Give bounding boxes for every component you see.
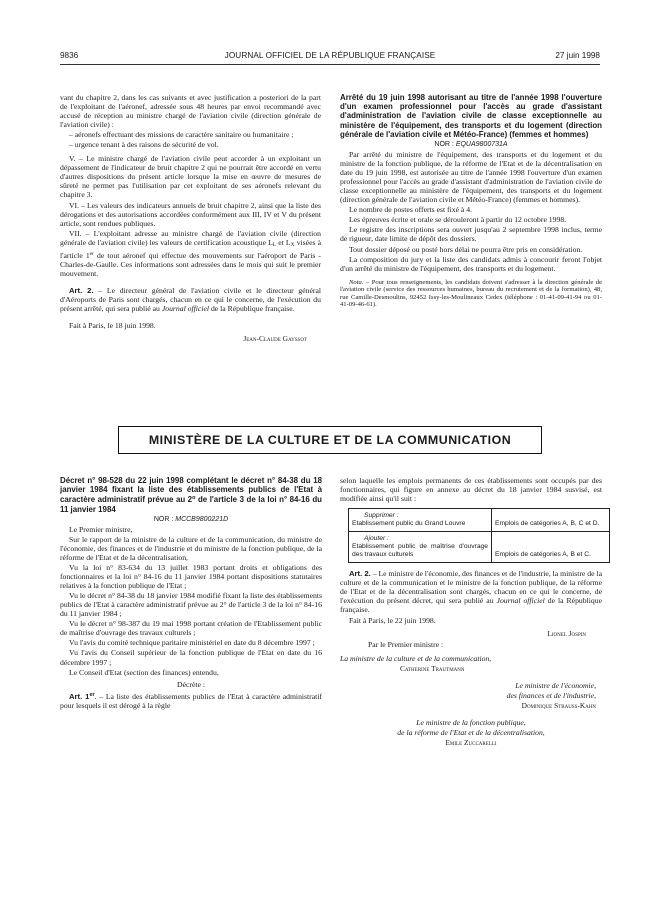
paragraph: Le registre des inscriptions sera ouvert jusqu'au 2 septembre 1998 inclus, terme de rigueur, date limite de dépôt des dossiers. [340, 225, 602, 244]
table-cell-text: Emplois de catégories A, B et C. [495, 551, 591, 559]
fait-a-paris: Fait à Paris, le 22 juin 1998. [349, 616, 436, 626]
table-cell [492, 532, 610, 563]
table-cell-text: Etablissement public du Grand Louvre [352, 520, 466, 528]
paragraph: selon laquelle les emplois permanents de ces établissements sont occupés par des fonctionnaires, qui figure en annexe au décret du 18 janvier 1984 susvisé, est modifiée ainsi qu'il suit : [340, 476, 602, 504]
bullet: – urgence tenant à des raisons de sécurité de vol. [69, 140, 219, 150]
par-le-premier-ministre: Par le Premier ministre : [368, 640, 444, 650]
top-left-column [60, 93, 321, 344]
paragraph: Vu la loi n° 83-634 du 13 juillet 1983 portant droits et obligations des fonctionnaires et la loi n° 84-16 du 11 janvier 1984 portant dispositions statutaires relatives à la fonction publique de l'Etat ; [60, 563, 322, 591]
paragraph: Le nombre de postes offerts est fixé à 4. [349, 205, 473, 215]
paragraph: Vu le décret n° 98-387 du 19 mai 1998 portant création de l'Etablissement public de maîtrise d'ouvrage des travaux culturels ; [60, 619, 322, 638]
ministry-banner [118, 426, 542, 454]
top-right-column [340, 93, 602, 310]
fait-a-paris: Fait à Paris, le 18 juin 1998. [69, 321, 156, 331]
table-cell-text: Emplois de catégories A, B, C et D. [495, 520, 600, 528]
paragraph: vant du chapitre 2, dans les cas suivants et avec justification a posteriori de la part de l'exploitant de l'aéronef, adressée sous 48 heures par envoi recommandé avec accusé de réception au ministre chargé de l'aviation civile (direction générale de l'aviation civile) : [60, 93, 321, 130]
nota: Nota. – Pour tous renseignements, les candidats doivent s'adresser à la direction générale de l'aviation civile (service des ressources humaines, bureau du recrutement et de la formation), 48, rue Camille-Desmoulins, 92452 Issy-les-Moulineaux Cedex (téléphone : 01-41-09-41-94 ou 01-41-09-46-61). [340, 278, 602, 309]
paragraph: Le Premier ministre, [69, 524, 133, 534]
signature-jospin: Lionel Jospin [547, 629, 586, 639]
table-cell [349, 532, 492, 563]
article-1: Art. 1er. – La liste des établissements publics de l'Etat à caractère administratif pour lesquels il est dérogé à la règle [60, 691, 322, 710]
header-rule [60, 64, 600, 65]
ministry-title: MINISTÈRE DE LA CULTURE ET DE LA COMMUNICATION [148, 433, 512, 447]
table-cell [492, 509, 610, 532]
article-2: Art. 2. – Le ministre de l'économie, des finances et de l'industrie, la ministre de la culture et de la communication et le ministre de la fonction publique, de la réforme de l'Etat et de la décentralisation sont chargés, chacun en ce qui le concerne, de l'exécution du présent décret, qui sera publié au Journal officiel de la République française. [340, 569, 602, 615]
decrete: Décrète : [177, 679, 205, 689]
nor-reference: NOR : MCCB9800221D [153, 515, 229, 523]
paragraph: Par arrêté du ministre de l'équipement, des transports et du logement et du ministre de la fonction publique, de la réforme de l'Etat et de la décentralisation en date du 19 juin 1998, est autorisée au titre de l'année 1998 l'ouverture d'un examen professionnel pour l'accès au grade d'assistant d'administration de l'aviation civile de classe exceptionnelle au ministère de l'équipement, des transports et du logement (direction générale de l'aviation civile et Météo-France) (femmes et hommes). [340, 150, 602, 205]
paragraph: Le Conseil d'Etat (section des finances) entendu, [69, 667, 219, 677]
table-row-head: Supprimer : [364, 512, 399, 520]
annex-table [348, 508, 610, 563]
bottom-right-column [340, 476, 602, 748]
nor-reference: NOR : EQUA9800731A [434, 141, 508, 149]
paragraph: Vu l'avis du comité technique paritaire ministériel en date du 8 décembre 1997 ; [69, 638, 315, 648]
minister-title: Le ministre de la fonction publique, [416, 717, 526, 727]
paragraph: La composition du jury et la liste des candidats admis à concourir feront l'objet d'un arrêté du ministre de l'équipement, des transports et du logement. [340, 254, 602, 273]
minister-title: des finances et de l'industrie, [506, 690, 596, 700]
paragraph: VII. – L'exploitant adresse au ministre chargé de l'aviation civile (direction générale de l'aviation civile) les valeurs de certification acoustique LL et LX visées à l'article 1er de tout aéronef qui effectue des mouvements sur l'aéroport de Paris - Charles-de-Gaulle. Ces informations sont adressées dans le mois qui suit le premier mouvement. [60, 228, 322, 278]
article-2: Art. 2. – Le directeur général de l'aviation civile et le directeur général d'Aéroports de Paris sont chargés, chacun en ce qui le concerne, de l'exécution du présent arrêté, qui sera publié au Journal officiel de la République française. [60, 285, 321, 313]
signature-trautmann: Catherine Trautmann [400, 663, 465, 673]
minister-title: Le ministre de l'économie, [515, 680, 596, 690]
table-row [349, 532, 610, 563]
paragraph: V. – Le ministre chargé de l'aviation civile peut accorder à un exploitant un dépassement de l'indicateur de bruit chapitre 2 qui ne pourrait être accordé en vertu d'autres dispositions du présent article lorsque la mise en œuvre de mesures de sûreté ne permet pas l'utilisation par cet exploitant de ses aéronefs relevant du chapitre 3. [60, 154, 321, 200]
signature-zuccarelli: Emile Zuccarelli [445, 737, 497, 747]
paragraph: VI. – Les valeurs des indicateurs annuels de bruit chapitre 2, ainsi que la liste des dérogations et des autorisations accordées conformément aux III, IV et V du présent article, sont rendues publiques. [60, 200, 321, 228]
signature-strauss-kahn: Dominique Strauss-Kahn [521, 700, 596, 710]
journal-title: JOURNAL OFFICIEL DE LA RÉPUBLIQUE FRANÇAISE [224, 51, 436, 60]
paragraph: Vu le décret n° 84-38 du 18 janvier 1984 modifié fixant la liste des établissements publics de l'Etat à caractère administratif prévue au 2° de l'article 3 de la loi n° 84-16 du 11 janvier 1984 ; [60, 591, 322, 619]
minister-title: de la réforme de l'Etat et de la décentralisation, [397, 727, 545, 737]
table-row [349, 509, 610, 532]
paragraph: Vu l'avis du Conseil supérieur de la fonction publique de l'Etat en date du 16 décembre 1997 ; [60, 648, 322, 667]
paragraph: Tout dossier déposé ou posté hors délai ne pourra être pris en considération. [349, 244, 583, 254]
page-header [60, 51, 600, 63]
page-number: 9836 [60, 51, 79, 60]
paragraph: Sur le rapport de la ministre de la culture et de la communication, du ministre de l'économie, des finances et de l'industrie et du ministre de la fonction publique, de la réforme de l'Etat et de la décentralisation, [60, 534, 322, 562]
table-cell-text: Etablissement public de maîtrise d'ouvrage des travaux culturels [352, 543, 488, 559]
paragraph: Les épreuves écrite et orale se dérouleront à partir du 12 octobre 1998. [349, 215, 567, 225]
minister-title: La ministre de la culture et de la communication, [340, 653, 492, 663]
table-cell [349, 509, 492, 532]
table-row-head: Ajouter : [364, 535, 389, 543]
signature-gayssot: Jean-Claude Gayssot [243, 334, 307, 344]
arrete-title: Arrêté du 19 juin 1998 autorisant au titre de l'année 1998 l'ouverture d'un examen professionnel pour l'accès au grade d'assistant d'administration de l'aviation civile de classe exceptionnelle au ministère de l'équipement, des transports et du logement (direction générale de l'aviation civile et Météo-France) (femmes et hommes) [340, 93, 602, 139]
decret-title: Décret n° 98-528 du 22 juin 1998 complétant le décret n° 84-38 du 18 janvier 1984 fixant la liste des établissements publics de l'Etat à caractère administratif prévue au 2$^o$ de l'article 3 de la loi n° 84-16 du 11 janvier 1984 [60, 476, 322, 514]
bullet: – aéronefs effectuant des missions de caractère sanitaire ou humanitaire ; [69, 130, 294, 140]
issue-date: 27 juin 1998 [555, 51, 600, 60]
bottom-left-column [60, 476, 322, 711]
